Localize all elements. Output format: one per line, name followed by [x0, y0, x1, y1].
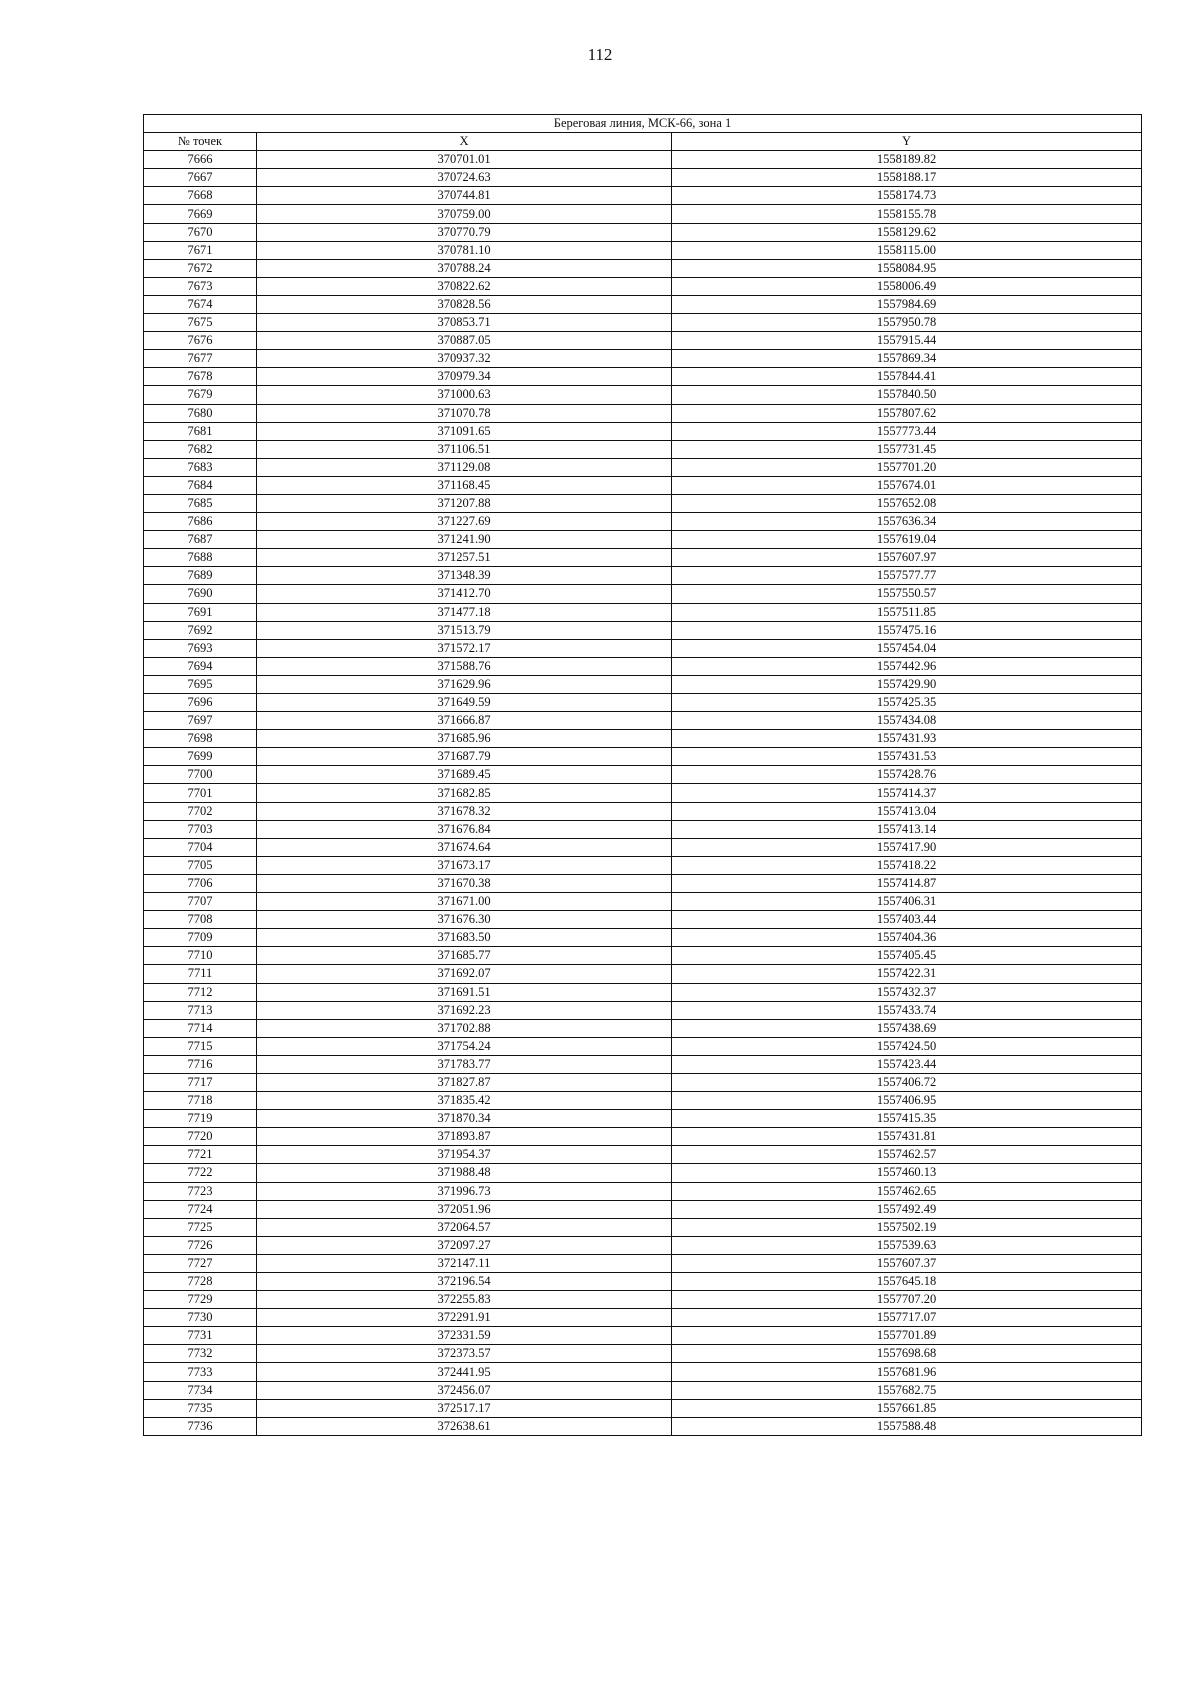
cell-x: 370759.00 — [257, 205, 672, 223]
cell-y: 1557840.50 — [672, 386, 1142, 404]
cell-point-number: 7732 — [144, 1345, 257, 1363]
table-row — [144, 494, 1142, 512]
cell-y: 1557429.90 — [672, 675, 1142, 693]
cell-point-number: 7688 — [144, 549, 257, 567]
cell-y: 1558188.17 — [672, 169, 1142, 187]
table-row — [144, 1092, 1142, 1110]
cell-x: 371691.51 — [257, 983, 672, 1001]
cell-y: 1557414.87 — [672, 874, 1142, 892]
cell-x: 372064.57 — [257, 1218, 672, 1236]
cell-x: 371671.00 — [257, 893, 672, 911]
cell-point-number: 7700 — [144, 766, 257, 784]
cell-y: 1557682.75 — [672, 1381, 1142, 1399]
cell-y: 1557701.89 — [672, 1327, 1142, 1345]
cell-point-number: 7673 — [144, 277, 257, 295]
cell-x: 371477.18 — [257, 603, 672, 621]
cell-x: 372255.83 — [257, 1291, 672, 1309]
table-row — [144, 621, 1142, 639]
table-row — [144, 187, 1142, 205]
cell-y: 1557984.69 — [672, 295, 1142, 313]
cell-y: 1557707.20 — [672, 1291, 1142, 1309]
cell-y: 1557413.04 — [672, 802, 1142, 820]
table-row — [144, 730, 1142, 748]
cell-y: 1558084.95 — [672, 259, 1142, 277]
table-row — [144, 1146, 1142, 1164]
cell-y: 1557406.95 — [672, 1092, 1142, 1110]
cell-point-number: 7728 — [144, 1273, 257, 1291]
cell-x: 371685.96 — [257, 730, 672, 748]
table-row — [144, 802, 1142, 820]
table-row — [144, 241, 1142, 259]
cell-y: 1557636.34 — [672, 513, 1142, 531]
cell-point-number: 7724 — [144, 1200, 257, 1218]
cell-point-number: 7704 — [144, 838, 257, 856]
table-row — [144, 784, 1142, 802]
table-row — [144, 929, 1142, 947]
cell-point-number: 7681 — [144, 422, 257, 440]
cell-x: 370887.05 — [257, 332, 672, 350]
table-row — [144, 893, 1142, 911]
cell-y: 1557438.69 — [672, 1019, 1142, 1037]
table-row — [144, 585, 1142, 603]
table-row — [144, 675, 1142, 693]
cell-x: 370701.01 — [257, 151, 672, 169]
cell-y: 1557844.41 — [672, 368, 1142, 386]
cell-point-number: 7721 — [144, 1146, 257, 1164]
cell-y: 1558174.73 — [672, 187, 1142, 205]
table-row — [144, 639, 1142, 657]
cell-y: 1557431.81 — [672, 1128, 1142, 1146]
cell-x: 371513.79 — [257, 621, 672, 639]
cell-point-number: 7696 — [144, 694, 257, 712]
cell-y: 1557406.31 — [672, 893, 1142, 911]
cell-point-number: 7670 — [144, 223, 257, 241]
table-row — [144, 766, 1142, 784]
cell-y: 1557417.90 — [672, 838, 1142, 856]
cell-y: 1558115.00 — [672, 241, 1142, 259]
cell-point-number: 7722 — [144, 1164, 257, 1182]
cell-x: 370979.34 — [257, 368, 672, 386]
cell-point-number: 7725 — [144, 1218, 257, 1236]
cell-y: 1557607.97 — [672, 549, 1142, 567]
cell-y: 1557645.18 — [672, 1273, 1142, 1291]
cell-x: 370724.63 — [257, 169, 672, 187]
table-row — [144, 965, 1142, 983]
cell-point-number: 7734 — [144, 1381, 257, 1399]
page-number: 112 — [587, 45, 613, 64]
cell-y: 1558129.62 — [672, 223, 1142, 241]
cell-x: 371692.23 — [257, 1001, 672, 1019]
cell-y: 1557462.65 — [672, 1182, 1142, 1200]
table-row — [144, 1327, 1142, 1345]
cell-y: 1557492.49 — [672, 1200, 1142, 1218]
cell-y: 1557405.45 — [672, 947, 1142, 965]
table-row — [144, 259, 1142, 277]
cell-y: 1557773.44 — [672, 422, 1142, 440]
cell-y: 1557406.72 — [672, 1073, 1142, 1091]
cell-x: 370937.32 — [257, 350, 672, 368]
table-row — [144, 169, 1142, 187]
cell-x: 371629.96 — [257, 675, 672, 693]
cell-x: 371673.17 — [257, 856, 672, 874]
cell-point-number: 7668 — [144, 187, 257, 205]
cell-y: 1557431.93 — [672, 730, 1142, 748]
cell-x: 371106.51 — [257, 440, 672, 458]
cell-x: 371687.79 — [257, 748, 672, 766]
cell-point-number: 7679 — [144, 386, 257, 404]
table-row — [144, 838, 1142, 856]
column-header-x: X — [257, 133, 672, 151]
cell-x: 371572.17 — [257, 639, 672, 657]
cell-point-number: 7715 — [144, 1037, 257, 1055]
cell-point-number: 7684 — [144, 476, 257, 494]
table-row — [144, 458, 1142, 476]
table-row — [144, 1309, 1142, 1327]
cell-point-number: 7680 — [144, 404, 257, 422]
cell-y: 1557539.63 — [672, 1236, 1142, 1254]
cell-x: 372051.96 — [257, 1200, 672, 1218]
cell-y: 1557462.57 — [672, 1146, 1142, 1164]
cell-x: 371207.88 — [257, 494, 672, 512]
cell-x: 371682.85 — [257, 784, 672, 802]
table-title: Береговая линия, МСК-66, зона 1 — [144, 115, 1142, 133]
cell-point-number: 7674 — [144, 295, 257, 313]
cell-x: 370822.62 — [257, 277, 672, 295]
table-row — [144, 1363, 1142, 1381]
cell-y: 1557432.37 — [672, 983, 1142, 1001]
cell-y: 1557619.04 — [672, 531, 1142, 549]
cell-y: 1557550.57 — [672, 585, 1142, 603]
coordinates-table — [143, 114, 1142, 1436]
cell-point-number: 7694 — [144, 657, 257, 675]
cell-y: 1558155.78 — [672, 205, 1142, 223]
cell-x: 371227.69 — [257, 513, 672, 531]
table-row — [144, 1019, 1142, 1037]
cell-x: 372638.61 — [257, 1417, 672, 1435]
cell-point-number: 7708 — [144, 911, 257, 929]
cell-x: 371649.59 — [257, 694, 672, 712]
column-header-y: Y — [672, 133, 1142, 151]
cell-y: 1557403.44 — [672, 911, 1142, 929]
cell-x: 372097.27 — [257, 1236, 672, 1254]
table-row — [144, 1399, 1142, 1417]
cell-y: 1557652.08 — [672, 494, 1142, 512]
table-row — [144, 386, 1142, 404]
table-row — [144, 1200, 1142, 1218]
cell-x: 371870.34 — [257, 1110, 672, 1128]
table-row — [144, 1073, 1142, 1091]
cell-point-number: 7685 — [144, 494, 257, 512]
cell-y: 1557681.96 — [672, 1363, 1142, 1381]
column-header-point-number: № точек — [144, 133, 257, 151]
cell-point-number: 7666 — [144, 151, 257, 169]
table-row — [144, 404, 1142, 422]
cell-x: 372441.95 — [257, 1363, 672, 1381]
cell-x: 371893.87 — [257, 1128, 672, 1146]
cell-x: 371683.50 — [257, 929, 672, 947]
cell-x: 372456.07 — [257, 1381, 672, 1399]
table-row — [144, 1236, 1142, 1254]
table-row — [144, 567, 1142, 585]
cell-point-number: 7691 — [144, 603, 257, 621]
table-row — [144, 295, 1142, 313]
cell-point-number: 7692 — [144, 621, 257, 639]
cell-y: 1557460.13 — [672, 1164, 1142, 1182]
table-row — [144, 694, 1142, 712]
cell-y: 1557413.14 — [672, 820, 1142, 838]
cell-x: 371257.51 — [257, 549, 672, 567]
table-row — [144, 820, 1142, 838]
cell-y: 1557418.22 — [672, 856, 1142, 874]
cell-point-number: 7683 — [144, 458, 257, 476]
table-row — [144, 947, 1142, 965]
cell-point-number: 7703 — [144, 820, 257, 838]
cell-x: 371954.37 — [257, 1146, 672, 1164]
table-row — [144, 657, 1142, 675]
table-row — [144, 440, 1142, 458]
cell-point-number: 7705 — [144, 856, 257, 874]
cell-point-number: 7711 — [144, 965, 257, 983]
cell-point-number: 7736 — [144, 1417, 257, 1435]
cell-x: 371692.07 — [257, 965, 672, 983]
cell-y: 1557717.07 — [672, 1309, 1142, 1327]
cell-x: 372517.17 — [257, 1399, 672, 1417]
cell-y: 1557454.04 — [672, 639, 1142, 657]
cell-point-number: 7667 — [144, 169, 257, 187]
cell-x: 371678.32 — [257, 802, 672, 820]
cell-x: 371835.42 — [257, 1092, 672, 1110]
cell-y: 1557698.68 — [672, 1345, 1142, 1363]
table-row — [144, 1254, 1142, 1272]
cell-y: 1557434.08 — [672, 712, 1142, 730]
table-row — [144, 1417, 1142, 1435]
cell-y: 1557807.62 — [672, 404, 1142, 422]
table-row — [144, 1128, 1142, 1146]
cell-y: 1557577.77 — [672, 567, 1142, 585]
table-row — [144, 1164, 1142, 1182]
cell-point-number: 7699 — [144, 748, 257, 766]
table-row — [144, 1001, 1142, 1019]
cell-point-number: 7669 — [144, 205, 257, 223]
table-row — [144, 1037, 1142, 1055]
cell-y: 1557475.16 — [672, 621, 1142, 639]
cell-x: 370744.81 — [257, 187, 672, 205]
cell-y: 1557428.76 — [672, 766, 1142, 784]
cell-x: 371670.38 — [257, 874, 672, 892]
cell-x: 371676.30 — [257, 911, 672, 929]
cell-y: 1557404.36 — [672, 929, 1142, 947]
cell-point-number: 7735 — [144, 1399, 257, 1417]
cell-x: 371783.77 — [257, 1055, 672, 1073]
cell-point-number: 7702 — [144, 802, 257, 820]
table-row — [144, 332, 1142, 350]
table-row — [144, 223, 1142, 241]
cell-y: 1557423.44 — [672, 1055, 1142, 1073]
cell-point-number: 7698 — [144, 730, 257, 748]
table-row — [144, 983, 1142, 1001]
cell-x: 371000.63 — [257, 386, 672, 404]
table-row — [144, 712, 1142, 730]
cell-point-number: 7730 — [144, 1309, 257, 1327]
table-row — [144, 856, 1142, 874]
table-row — [144, 1218, 1142, 1236]
cell-y: 1557425.35 — [672, 694, 1142, 712]
table-row — [144, 1182, 1142, 1200]
cell-point-number: 7678 — [144, 368, 257, 386]
cell-x: 370781.10 — [257, 241, 672, 259]
table-row — [144, 513, 1142, 531]
cell-y: 1557674.01 — [672, 476, 1142, 494]
cell-x: 371676.84 — [257, 820, 672, 838]
cell-y: 1557915.44 — [672, 332, 1142, 350]
table-row — [144, 1055, 1142, 1073]
cell-x: 371689.45 — [257, 766, 672, 784]
cell-point-number: 7713 — [144, 1001, 257, 1019]
cell-point-number: 7726 — [144, 1236, 257, 1254]
cell-point-number: 7677 — [144, 350, 257, 368]
table-row — [144, 422, 1142, 440]
table-row — [144, 874, 1142, 892]
cell-x: 371348.39 — [257, 567, 672, 585]
cell-point-number: 7731 — [144, 1327, 257, 1345]
cell-point-number: 7676 — [144, 332, 257, 350]
cell-x: 371754.24 — [257, 1037, 672, 1055]
cell-point-number: 7672 — [144, 259, 257, 277]
cell-x: 370770.79 — [257, 223, 672, 241]
cell-x: 371588.76 — [257, 657, 672, 675]
cell-x: 372331.59 — [257, 1327, 672, 1345]
cell-x: 371988.48 — [257, 1164, 672, 1182]
cell-x: 370828.56 — [257, 295, 672, 313]
cell-x: 372291.91 — [257, 1309, 672, 1327]
cell-y: 1557431.53 — [672, 748, 1142, 766]
cell-x: 372147.11 — [257, 1254, 672, 1272]
cell-y: 1557415.35 — [672, 1110, 1142, 1128]
cell-y: 1557502.19 — [672, 1218, 1142, 1236]
cell-y: 1557588.48 — [672, 1417, 1142, 1435]
table-row — [144, 1381, 1142, 1399]
cell-point-number: 7714 — [144, 1019, 257, 1037]
table-row — [144, 350, 1142, 368]
cell-point-number: 7687 — [144, 531, 257, 549]
cell-x: 371168.45 — [257, 476, 672, 494]
cell-point-number: 7695 — [144, 675, 257, 693]
cell-point-number: 7693 — [144, 639, 257, 657]
cell-y: 1557607.37 — [672, 1254, 1142, 1272]
cell-x: 371129.08 — [257, 458, 672, 476]
cell-point-number: 7697 — [144, 712, 257, 730]
cell-x: 371702.88 — [257, 1019, 672, 1037]
cell-x: 371070.78 — [257, 404, 672, 422]
cell-y: 1557950.78 — [672, 314, 1142, 332]
cell-y: 1558006.49 — [672, 277, 1142, 295]
cell-x: 371827.87 — [257, 1073, 672, 1091]
cell-x: 370853.71 — [257, 314, 672, 332]
cell-point-number: 7718 — [144, 1092, 257, 1110]
cell-point-number: 7710 — [144, 947, 257, 965]
cell-y: 1558189.82 — [672, 151, 1142, 169]
table-row — [144, 314, 1142, 332]
table-row — [144, 151, 1142, 169]
cell-point-number: 7707 — [144, 893, 257, 911]
table-header-row — [144, 133, 1142, 151]
cell-point-number: 7727 — [144, 1254, 257, 1272]
cell-point-number: 7720 — [144, 1128, 257, 1146]
cell-x: 371666.87 — [257, 712, 672, 730]
table-row — [144, 549, 1142, 567]
cell-x: 372196.54 — [257, 1273, 672, 1291]
table-row — [144, 911, 1142, 929]
table-row — [144, 1291, 1142, 1309]
table-body — [144, 151, 1142, 1436]
table-row — [144, 476, 1142, 494]
cell-point-number: 7701 — [144, 784, 257, 802]
table-row — [144, 748, 1142, 766]
table-row — [144, 531, 1142, 549]
cell-point-number: 7733 — [144, 1363, 257, 1381]
cell-point-number: 7689 — [144, 567, 257, 585]
cell-y: 1557442.96 — [672, 657, 1142, 675]
cell-point-number: 7675 — [144, 314, 257, 332]
table-row — [144, 205, 1142, 223]
cell-point-number: 7723 — [144, 1182, 257, 1200]
cell-x: 371674.64 — [257, 838, 672, 856]
cell-x: 371685.77 — [257, 947, 672, 965]
cell-x: 370788.24 — [257, 259, 672, 277]
table-row — [144, 368, 1142, 386]
table-row — [144, 1345, 1142, 1363]
cell-x: 372373.57 — [257, 1345, 672, 1363]
table-row — [144, 1273, 1142, 1291]
table-row — [144, 277, 1142, 295]
cell-point-number: 7682 — [144, 440, 257, 458]
cell-x: 371091.65 — [257, 422, 672, 440]
cell-y: 1557414.37 — [672, 784, 1142, 802]
cell-y: 1557869.34 — [672, 350, 1142, 368]
cell-point-number: 7716 — [144, 1055, 257, 1073]
cell-x: 371996.73 — [257, 1182, 672, 1200]
table-row — [144, 603, 1142, 621]
cell-point-number: 7690 — [144, 585, 257, 603]
cell-point-number: 7717 — [144, 1073, 257, 1091]
table-row — [144, 1110, 1142, 1128]
cell-x: 371412.70 — [257, 585, 672, 603]
cell-point-number: 7671 — [144, 241, 257, 259]
cell-y: 1557701.20 — [672, 458, 1142, 476]
cell-point-number: 7706 — [144, 874, 257, 892]
cell-point-number: 7712 — [144, 983, 257, 1001]
cell-y: 1557433.74 — [672, 1001, 1142, 1019]
cell-y: 1557424.50 — [672, 1037, 1142, 1055]
cell-y: 1557511.85 — [672, 603, 1142, 621]
cell-y: 1557731.45 — [672, 440, 1142, 458]
cell-point-number: 7686 — [144, 513, 257, 531]
cell-point-number: 7719 — [144, 1110, 257, 1128]
cell-point-number: 7729 — [144, 1291, 257, 1309]
cell-point-number: 7709 — [144, 929, 257, 947]
cell-y: 1557422.31 — [672, 965, 1142, 983]
cell-x: 371241.90 — [257, 531, 672, 549]
cell-y: 1557661.85 — [672, 1399, 1142, 1417]
table-title-row — [144, 115, 1142, 133]
